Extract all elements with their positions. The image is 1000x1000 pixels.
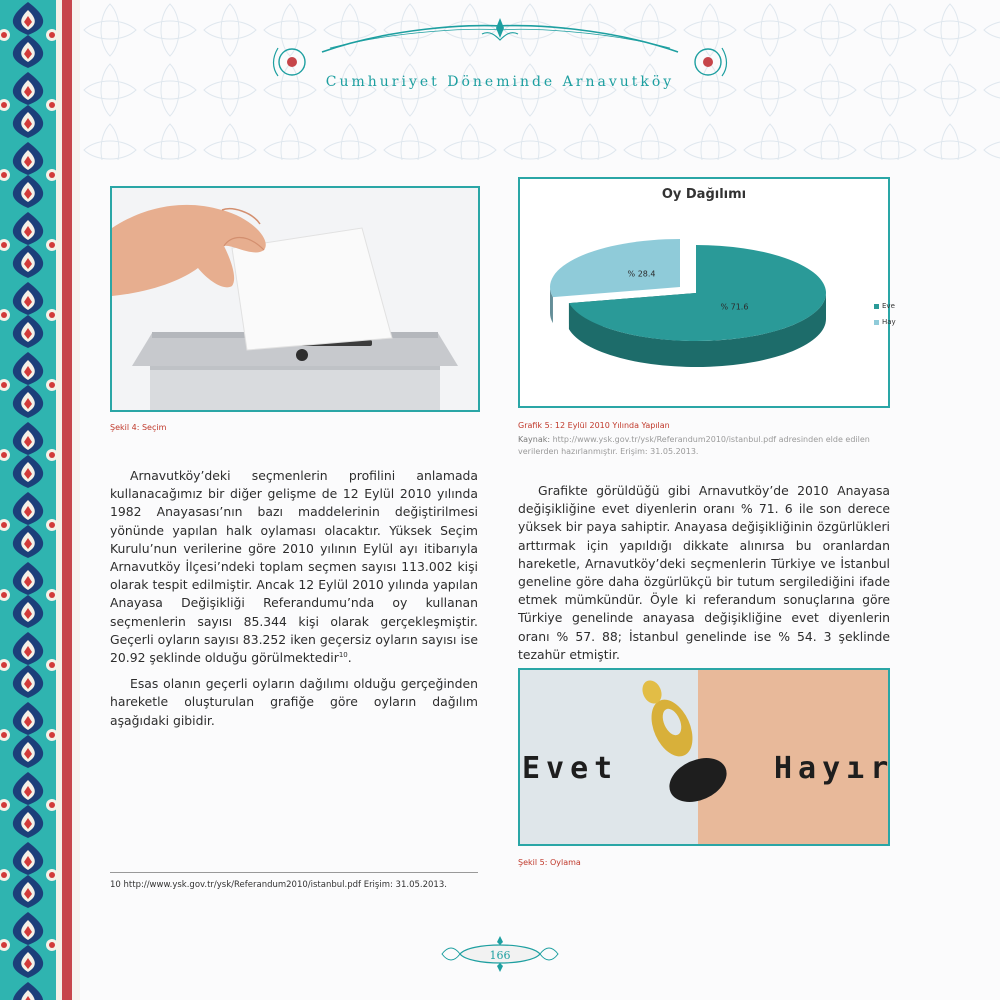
right-text-column [518,482,890,672]
chart-source [518,434,890,458]
left-paragraph-1-end: . [347,650,352,666]
legend-swatch-evet [874,304,879,309]
left-text-column [110,467,478,738]
left-paragraph-1 [110,467,478,667]
running-header [270,18,730,88]
footnote-rule [110,872,478,873]
legend-item-hayir [874,314,896,330]
pie-label-hayır: % 28.4 [627,269,656,279]
legend-item-evet [874,298,896,314]
vote-caption: Şekil 5: Oylama [518,858,581,867]
ballot-caption: Şekil 4: Seçim [110,423,167,432]
footnote-ref: 10 [338,650,348,659]
left-paragraph-2: Esas olanın geçerli oyların dağılımı olduğu gerçeğinden hareketle oluşturulan grafiğe göre oyların dağılım aşağıdaki gibidir. [110,676,478,728]
page-number-ornament [440,936,560,972]
vote-photo [518,668,895,846]
pie-slice-hayır [550,239,680,297]
ballot-photo [110,186,480,412]
chart-source-label: Kaynak: [518,435,551,444]
left-paragraph-1-text: Arnavutköy’deki seçmenlerin profilini anlamada kullanacağımız bir diğer gelişme de 12 Eylül 2010 yılında 1982 Anayasası’nın bazı maddelerinin değiştirilmesi yönünde yapılan halk oylaması olacaktır. Yüksek Seçim Kurulu’nun verilerine göre 2010 yılının Eylül ayı itibarıyla Arnavutköy İlçesi’ndeki toplam seçmen sayısı 113.002 kişi olarak tespit edilmiştir. Ancak 12 Eylül 2010 yılında yapılan Anayasa Değişikliği Referandumu’nda oy kullanan seçmenlerin sayısı 85.344 kişi olarak gerçekleşmiştir. Geçerli oyların sayısı 83.252 iken geçersiz oyların sayısı ise 20.92 şeklinde olduğu görülmektedir [110,468,478,666]
vote-image-hayir: Hayır [774,751,895,786]
pie-label-evet: % 71.6 [720,302,749,312]
legend-label-evet: Eve [882,302,895,310]
decorative-left-border [0,0,80,1000]
legend-swatch-hayir [874,320,879,325]
chart-title: Oy Dağılımı [661,187,747,202]
pie-chart-plot [520,179,892,410]
chart-legend [874,298,896,330]
header-title: Cumhuriyet Döneminde Arnavutköy [325,74,675,90]
chart-caption: Grafik 5: 12 Eylül 2010 Yılında Yapılan [518,421,670,430]
page-number: 166 [489,949,511,962]
vote-image-evet: Evet [522,751,619,786]
pie-chart [518,177,896,408]
legend-label-hayir: Hay [882,318,896,326]
right-paragraph-1: Grafikte görüldüğü gibi Arnavutköy’de 2010 Anayasa değişikliğine evet diyenlerin oranı % 71. 6 ile son derece yüksek bir paya sahiptir. Anayasa değişikliğinin özgürlükleri arttırmak için yapıldığı dikkate alınırsa bu oranlardan hareketle, Arnavutköy’deki seçmenlerin Türkiye ve İstanbul geneline göre daha özgürlükçü bir tutum sergilediğini ifade etmek mümkündür. Öyle ki referandum sonuçlarına göre Türkiye genelinde anayasa değişikliğine evet diyenlerin oranı % 57. 88; İstanbul genelinde ise % 54. 3 şeklinde tezahür etmiştir. [518,483,890,662]
footnote: 10 http://www.ysk.gov.tr/ysk/Referandum2010/istanbul.pdf Erişim: 31.05.2013. [110,880,447,890]
chart-source-text: http://www.ysk.gov.tr/ysk/Referandum2010/istanbul.pdf adresinden elde edilen verilerden hazırlanmıştır. Erişim: 31.05.2013. [518,435,870,456]
